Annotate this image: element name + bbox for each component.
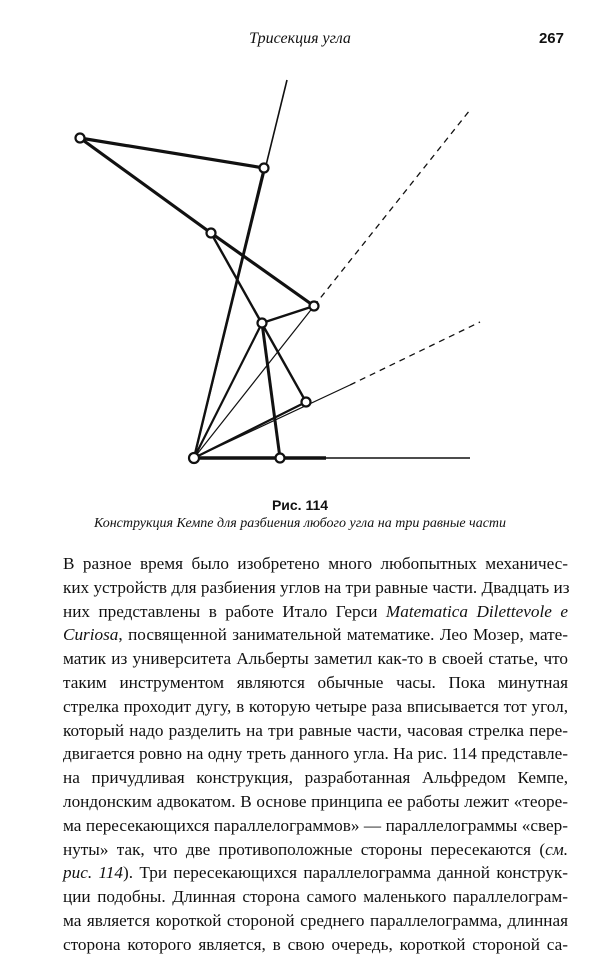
joint-f: [302, 398, 311, 407]
page-number: 267: [538, 30, 564, 47]
bar-e-g: [262, 323, 280, 458]
bar-origin-e: [194, 323, 262, 458]
bar-a-c: [80, 138, 211, 233]
kempe-linkage-diagram: [0, 70, 600, 480]
text-line: сторона которого является, в свою очередь, короткой стороной са-: [63, 934, 568, 954]
bar-e-d: [262, 306, 314, 323]
trisector-ray-upper-dashed: [314, 110, 470, 306]
bar-origin-f: [194, 402, 306, 458]
figure-label: Рис. 114: [271, 497, 329, 513]
book-title-italic-cont: Curiosa: [63, 625, 119, 645]
figure-reference-italic: см.: [545, 839, 568, 859]
text-line: на причудливая конструкция, разработанная Альфредом Кемпе,: [63, 768, 568, 788]
joint-g: [276, 454, 285, 463]
text-line: [63, 838, 568, 862]
kempe-linkage-figure: [0, 70, 600, 480]
text-line: ма является короткой стороной среднего параллелограмма, длинная: [63, 910, 568, 930]
text-line: стрелка проходит дугу, в которую четыре раза вписывается тот угол,: [63, 696, 568, 716]
text-line: который надо разделить на три равные части, часовая стрелка пере-: [63, 720, 568, 740]
bar-c-d: [211, 233, 314, 306]
text-fragment: них представлены в работе Итало Герси: [63, 601, 386, 621]
text-line: ции подобны. Длинная сторона самого маленького параллелограм-: [63, 887, 568, 907]
joint-c: [207, 229, 216, 238]
joint-b: [260, 164, 269, 173]
running-title: Трисекция угла: [249, 30, 351, 47]
joint-d: [310, 302, 319, 311]
text-line: ма пересекающихся параллелограммов» — параллелограммы «свер-: [63, 815, 568, 835]
page-header: [0, 30, 600, 52]
joint-a: [76, 134, 85, 143]
text-fragment: нуты» так, что две противоположные стороны пересекаются (: [63, 839, 546, 859]
text-line: [63, 600, 568, 624]
text-line: лондонским адвокатом. В основе принципа ее работы лежит «теоре-: [63, 791, 568, 811]
bar-pivot-a: [80, 138, 264, 168]
figure-caption: Конструкция Кемпе для разбиения любого угла на три равные части: [93, 516, 507, 531]
joint-origin: [189, 453, 199, 463]
text-line: матик из университета Альберты заметил как-то в своей статье, что: [63, 649, 568, 669]
text-line: таким инструментом являются обычные часы. Пока минутная: [63, 672, 568, 692]
text-fragment: , посвященной занимательной математике. Лео Мозер, мате-: [118, 625, 568, 645]
text-line-content: В разное время было изобретено много любопытных механичес-: [63, 554, 568, 573]
text-line: [63, 861, 568, 885]
text-line: [63, 623, 568, 647]
text-line: двигается ровно на одну треть данного угла. На рис. 114 представле-: [63, 744, 568, 764]
text-line: [63, 552, 568, 576]
text-fragment: ). Три пересекающихся параллелограмма данной конструк-: [123, 863, 568, 883]
body-text: [63, 552, 568, 957]
joint-e: [258, 319, 267, 328]
text-line: ких устройств для разбиения углов на три равные части. Двадцать из: [63, 577, 570, 597]
book-title-italic: Matematica Dilettevole e: [385, 601, 568, 621]
figure-reference-italic: рис. 114: [63, 863, 123, 883]
trisector-ray-lower-dashed: [350, 322, 480, 385]
